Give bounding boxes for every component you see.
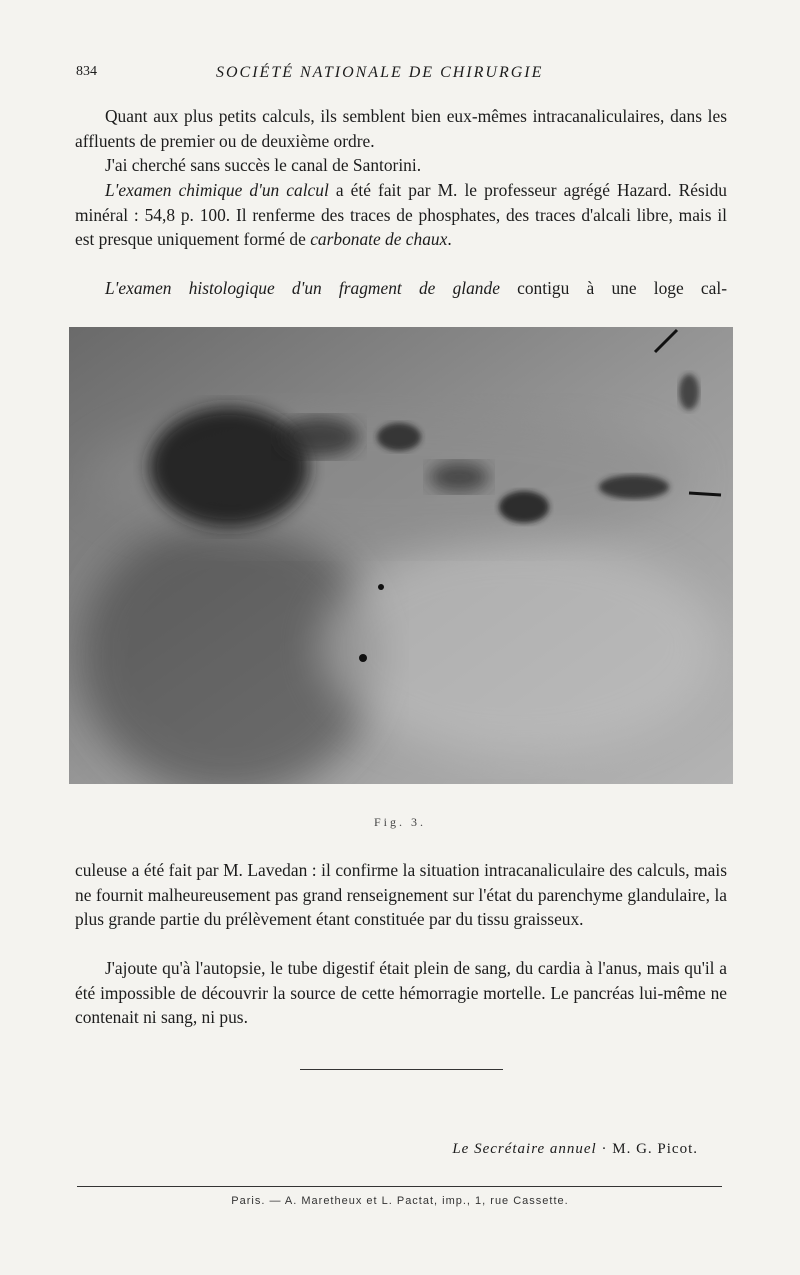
footer-rule [77,1186,722,1187]
page-header [0,64,800,88]
chemical-exam-heading: L'examen chimique d'un calcul [105,180,329,200]
paragraph-histology-continued: culeuse a été fait par M. Lavedan : il confirme la situation intracanaliculaire des calculs, mais ne fournit malheureusement pas grand renseignement sur l'état du parenchyme glandulaire, la plus grande partie du prélèvement étant constituée par du tissu graisseux. [75,860,727,930]
radiograph-image [69,327,733,784]
figure-caption: Fig. 3. [373,815,426,829]
paragraph-autopsy: J'ajoute qu'à l'autopsie, le tube digestif était plein de sang, du cardia à l'anus, mais qu'il a été impossible de découvrir la source de cette hémorragie mortelle. Le pancréas lui-même ne contenait ni sang, ni pus. [75,958,727,1028]
radiograph-figure [69,327,733,784]
carbonate-term: carbonate de chaux [310,229,448,250]
paragraph-chemical-exam: L'examen chimique d'un calcul a été fait par M. le professeur agrégé Hazard. Résidu minéral : 54,8 p. 100. Il renferme des traces de phosphates, des traces d'alcali libre, mais il est presque uniquement formé de carbonate de chaux. [75,180,727,250]
printer-imprint: Paris. — A. Maretheux et L. Pactat, imp., 1, rue Cassette. [231,1195,569,1207]
paragraph-santorini: J'ai cherché sans succès le canal de Santorini. [105,155,422,175]
paragraph-small-calculi: Quant aux plus petits calculs, ils semblent bien eux-mêmes intracanaliculaires, dans les affluents de premier ou de deuxième ordre. [75,106,727,151]
paragraph-histology-start: L'examen histologique d'un fragment de glande contigu à une loge cal- [105,278,727,298]
signature-role: Le Secrétaire annuel [452,1141,597,1157]
page-number: 834 [76,64,97,79]
running-title: SOCIÉTÉ NATIONALE DE CHIRURGIE [216,64,544,81]
section-divider [300,1069,503,1070]
signature-name: M. G. Picot. [612,1141,698,1157]
histology-heading: L'examen histologique d'un fragment de glande [105,278,500,298]
signature: Le Secrétaire annuel · M. G. Picot. [452,1141,698,1157]
